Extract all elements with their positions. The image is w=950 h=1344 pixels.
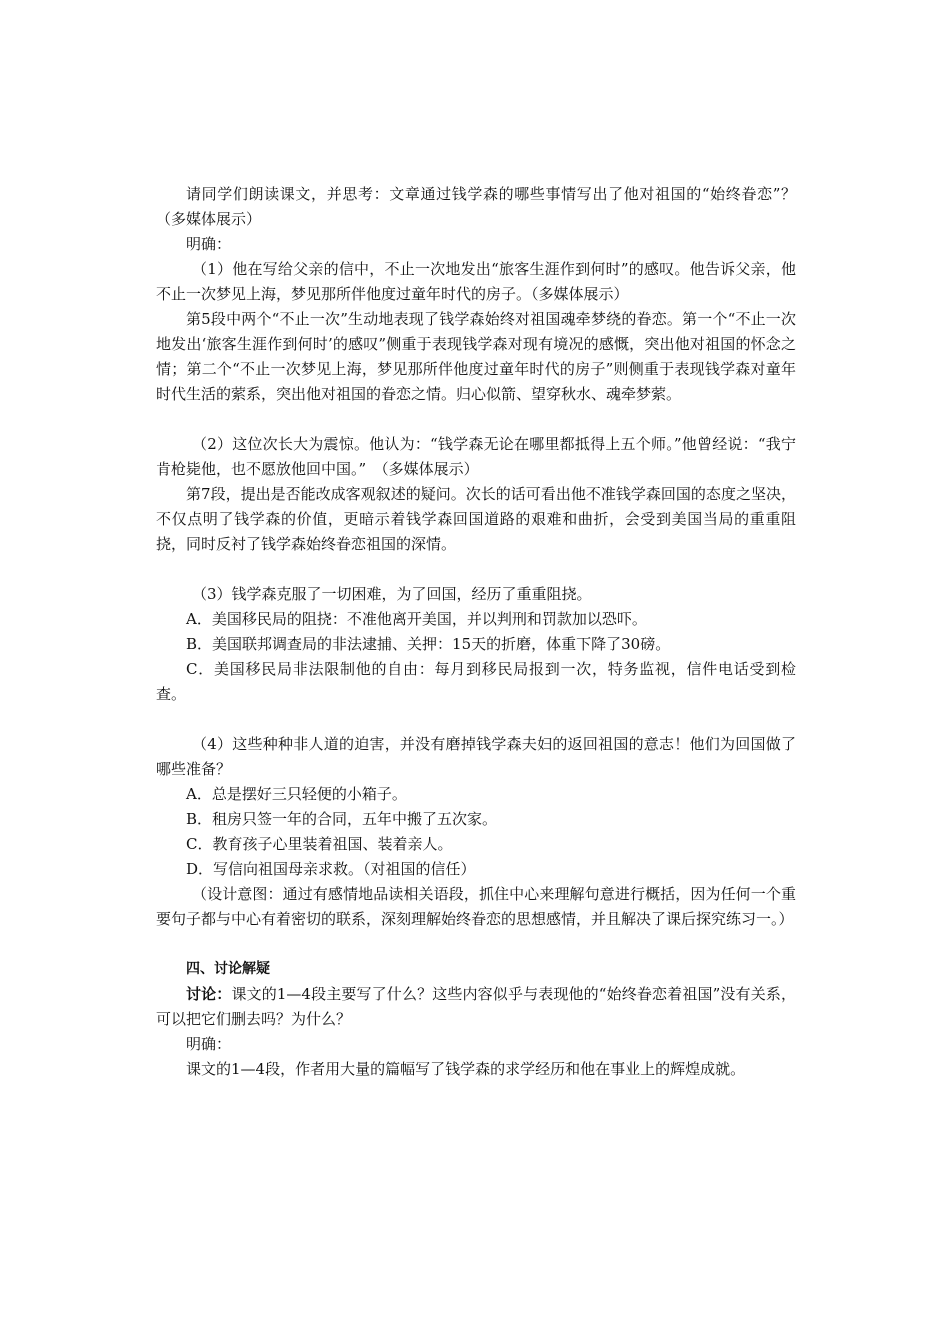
point-4-item-a: A．总是摆好三只轻便的小箱子。	[186, 785, 407, 803]
design-intent-note: （设计意图：通过有感情地品读相关语段，抓住中心来理解句意进行概括，因为任何一个重要句子都与中心有着密切的联系，深刻理解始终眷恋的思想感情，并且解决了课后探究练习一。）	[156, 885, 796, 928]
point-3: （3）钱学森克服了一切困难，为了回国，经历了重重阻挠。	[192, 585, 592, 603]
point-4: （4）这些种种非人道的迫害，并没有磨掉钱学森夫妇的返回祖国的意志！他们为回国做了哪些准备？	[156, 735, 796, 778]
answer-label: 明确：	[186, 235, 232, 253]
point-3-item-b: B．美国联邦调查局的非法逮捕、关押：15天的折磨，体重下降了30磅。	[186, 635, 671, 653]
answer-label-2: 明确：	[186, 1035, 232, 1053]
point-2: （2）这位次长大为震惊。他认为：“钱学森无论在哪里都抵得上五个师。”他曾经说：“我宁肯枪毙他，也不愿放他回中国。” （多媒体展示）	[156, 435, 796, 478]
point-4-item-b: B．租房只签一年的合同，五年中搬了五次家。	[186, 810, 498, 828]
discussion-text: 课文的1—4段主要写了什么？这些内容似乎与表现他的“始终眷恋着祖国”没有关系，可以把它们删去吗？为什么？	[156, 985, 796, 1028]
answer-paragraph: 课文的1—4段，作者用大量的篇幅写了钱学森的求学经历和他在事业上的辉煌成就。	[186, 1060, 746, 1078]
point-3-item-a: A．美国移民局的阻挠：不准他离开美国，并以判刑和罚款加以恐吓。	[186, 610, 647, 628]
discussion-label: 讨论：	[186, 985, 232, 1003]
section-heading-4: 四、讨论解疑	[186, 961, 270, 977]
analysis-paragraph-5: 第5段中两个“不止一次”生动地表现了钱学森始终对祖国魂牵梦绕的眷恋。第一个“不止一次地发出‘旅客生涯作到何时’的感叹”侧重于表现钱学森对现有境况的感慨，突出他对祖国的怀念之情；第二个“不止一次梦见上海，梦见那所伴他度过童年时代的房子”则侧重于表现钱学森对童年时代生活的萦系，突出他对祖国的眷恋之情。归心似箭、望穿秋水、魂牵梦萦。	[156, 310, 796, 403]
document-body	[156, 182, 796, 1082]
point-1: （1）他在写给父亲的信中，不止一次地发出“旅客生涯作到何时”的感叹。他告诉父亲，他不止一次梦见上海，梦见那所伴他度过童年时代的房子。（多媒体展示）	[156, 260, 796, 303]
point-3-item-c: C．美国移民局非法限制他的自由：每月到移民局报到一次，特务监视，信件电话受到检查。	[156, 660, 796, 703]
analysis-paragraph-7: 第7段，提出是否能改成客观叙述的疑问。次长的话可看出他不准钱学森回国的态度之坚决，不仅点明了钱学森的价值，更暗示着钱学森回国道路的艰难和曲折，会受到美国当局的重重阻挠，同时反衬了钱学森始终眷恋祖国的深情。	[156, 485, 796, 553]
point-4-item-c: C．教育孩子心里装着祖国、装着亲人。	[186, 835, 453, 853]
question-paragraph: 请同学们朗读课文，并思考：文章通过钱学森的哪些事情写出了他对祖国的“始终眷恋”？（多媒体展示）	[156, 185, 796, 228]
point-4-item-d: D．写信向祖国母亲求救。（对祖国的信任）	[186, 860, 476, 878]
discussion-paragraph	[156, 982, 796, 1032]
